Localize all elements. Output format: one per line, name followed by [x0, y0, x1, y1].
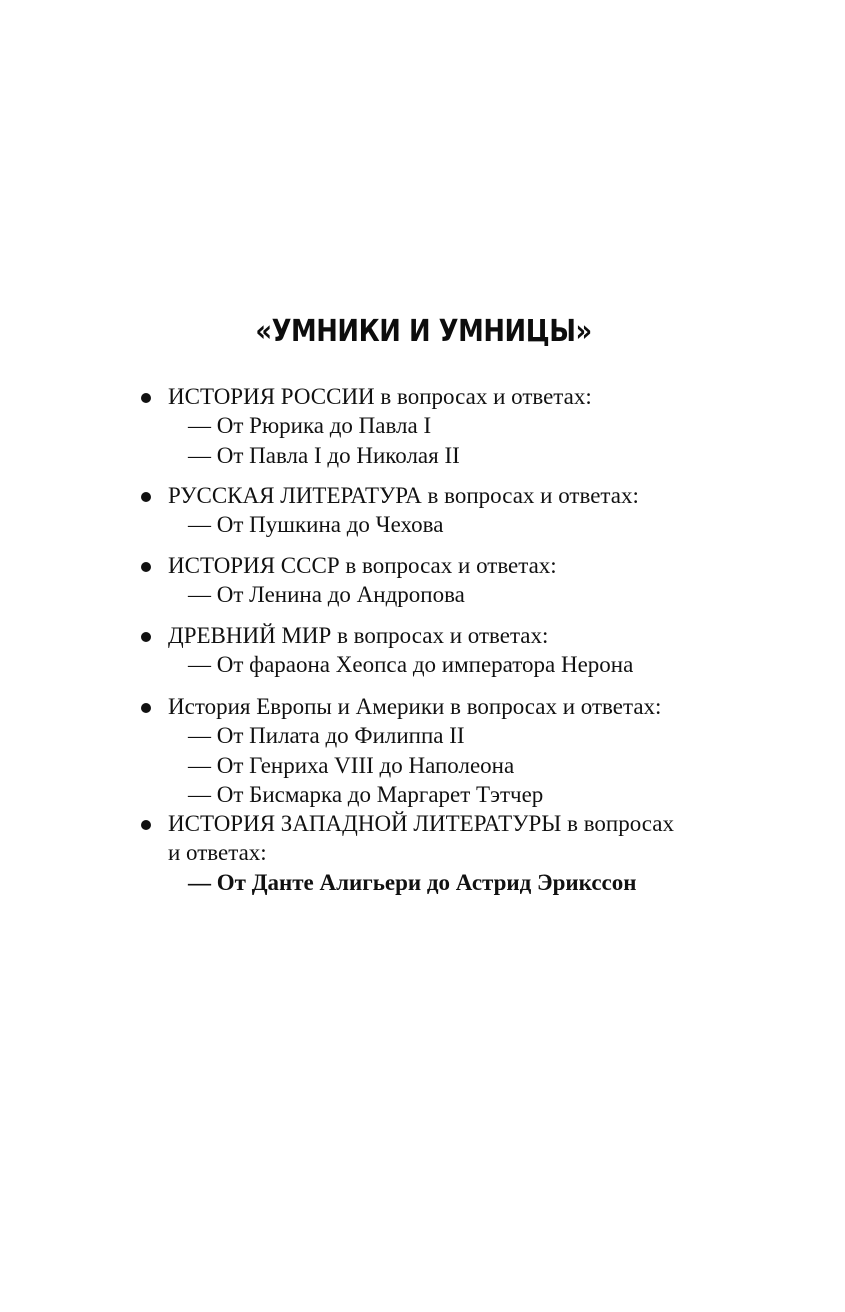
series-name: История Европы и Америки	[168, 694, 445, 719]
book-title-highlighted: — От Данте Алигьери до Астрид Эрикссон	[188, 869, 637, 895]
series-name: РУССКАЯ ЛИТЕРАТУРА	[168, 483, 422, 508]
series-heading	[140, 481, 780, 510]
series-heading	[140, 551, 780, 580]
page-title: «УМНИКИ И УМНИЦЫ»	[255, 314, 592, 349]
book-title: — От Генриха VIII до Наполеона	[188, 752, 515, 778]
series-list-item	[140, 481, 780, 540]
book-title: — От Ленина до Андропова	[188, 582, 465, 608]
book-title: — От Рюрика до Павла I	[188, 413, 432, 439]
bullet-icon	[141, 820, 151, 830]
series-suffix: в вопросах и ответах:	[444, 694, 662, 719]
book-title: — От Пушкина до Чехова	[188, 512, 444, 538]
series-name: ИСТОРИЯ СССР	[168, 553, 340, 578]
series-suffix: в вопросах и ответах:	[374, 384, 592, 409]
series-heading	[140, 382, 780, 411]
series-suffix: в вопросах и ответах:	[339, 553, 557, 578]
series-heading	[140, 809, 780, 838]
series-list-item	[140, 551, 780, 610]
bullet-icon	[141, 632, 151, 642]
bullet-icon	[141, 492, 151, 502]
bullet-icon	[141, 703, 151, 713]
series-list-item	[140, 382, 780, 470]
book-title: — От Пилата до Филиппа II	[188, 723, 465, 749]
series-heading	[140, 692, 780, 721]
series-list-item	[140, 692, 780, 897]
book-title: — От фараона Хеопса до императора Нерона	[188, 652, 634, 678]
bullet-icon	[141, 393, 151, 403]
series-suffix: в вопросах и ответах:	[421, 483, 639, 508]
bullet-icon	[141, 562, 151, 572]
series-suffix: в вопросах	[561, 811, 675, 837]
series-list-item	[140, 621, 780, 680]
series-heading	[140, 621, 780, 650]
series-name: ИСТОРИЯ ЗАПАДНОЙ ЛИТЕРАТУРЫ	[168, 811, 562, 837]
series-name: ИСТОРИЯ РОССИИ	[168, 384, 375, 409]
book-title: — От Павла I до Николая II	[188, 442, 460, 468]
book-title: — От Бисмарка до Маргарет Тэтчер	[188, 781, 544, 807]
series-name: ДРЕВНИЙ МИР	[168, 623, 332, 648]
series-suffix: в вопросах и ответах:	[331, 623, 549, 648]
series-heading-continuation: и ответах:	[168, 840, 267, 866]
